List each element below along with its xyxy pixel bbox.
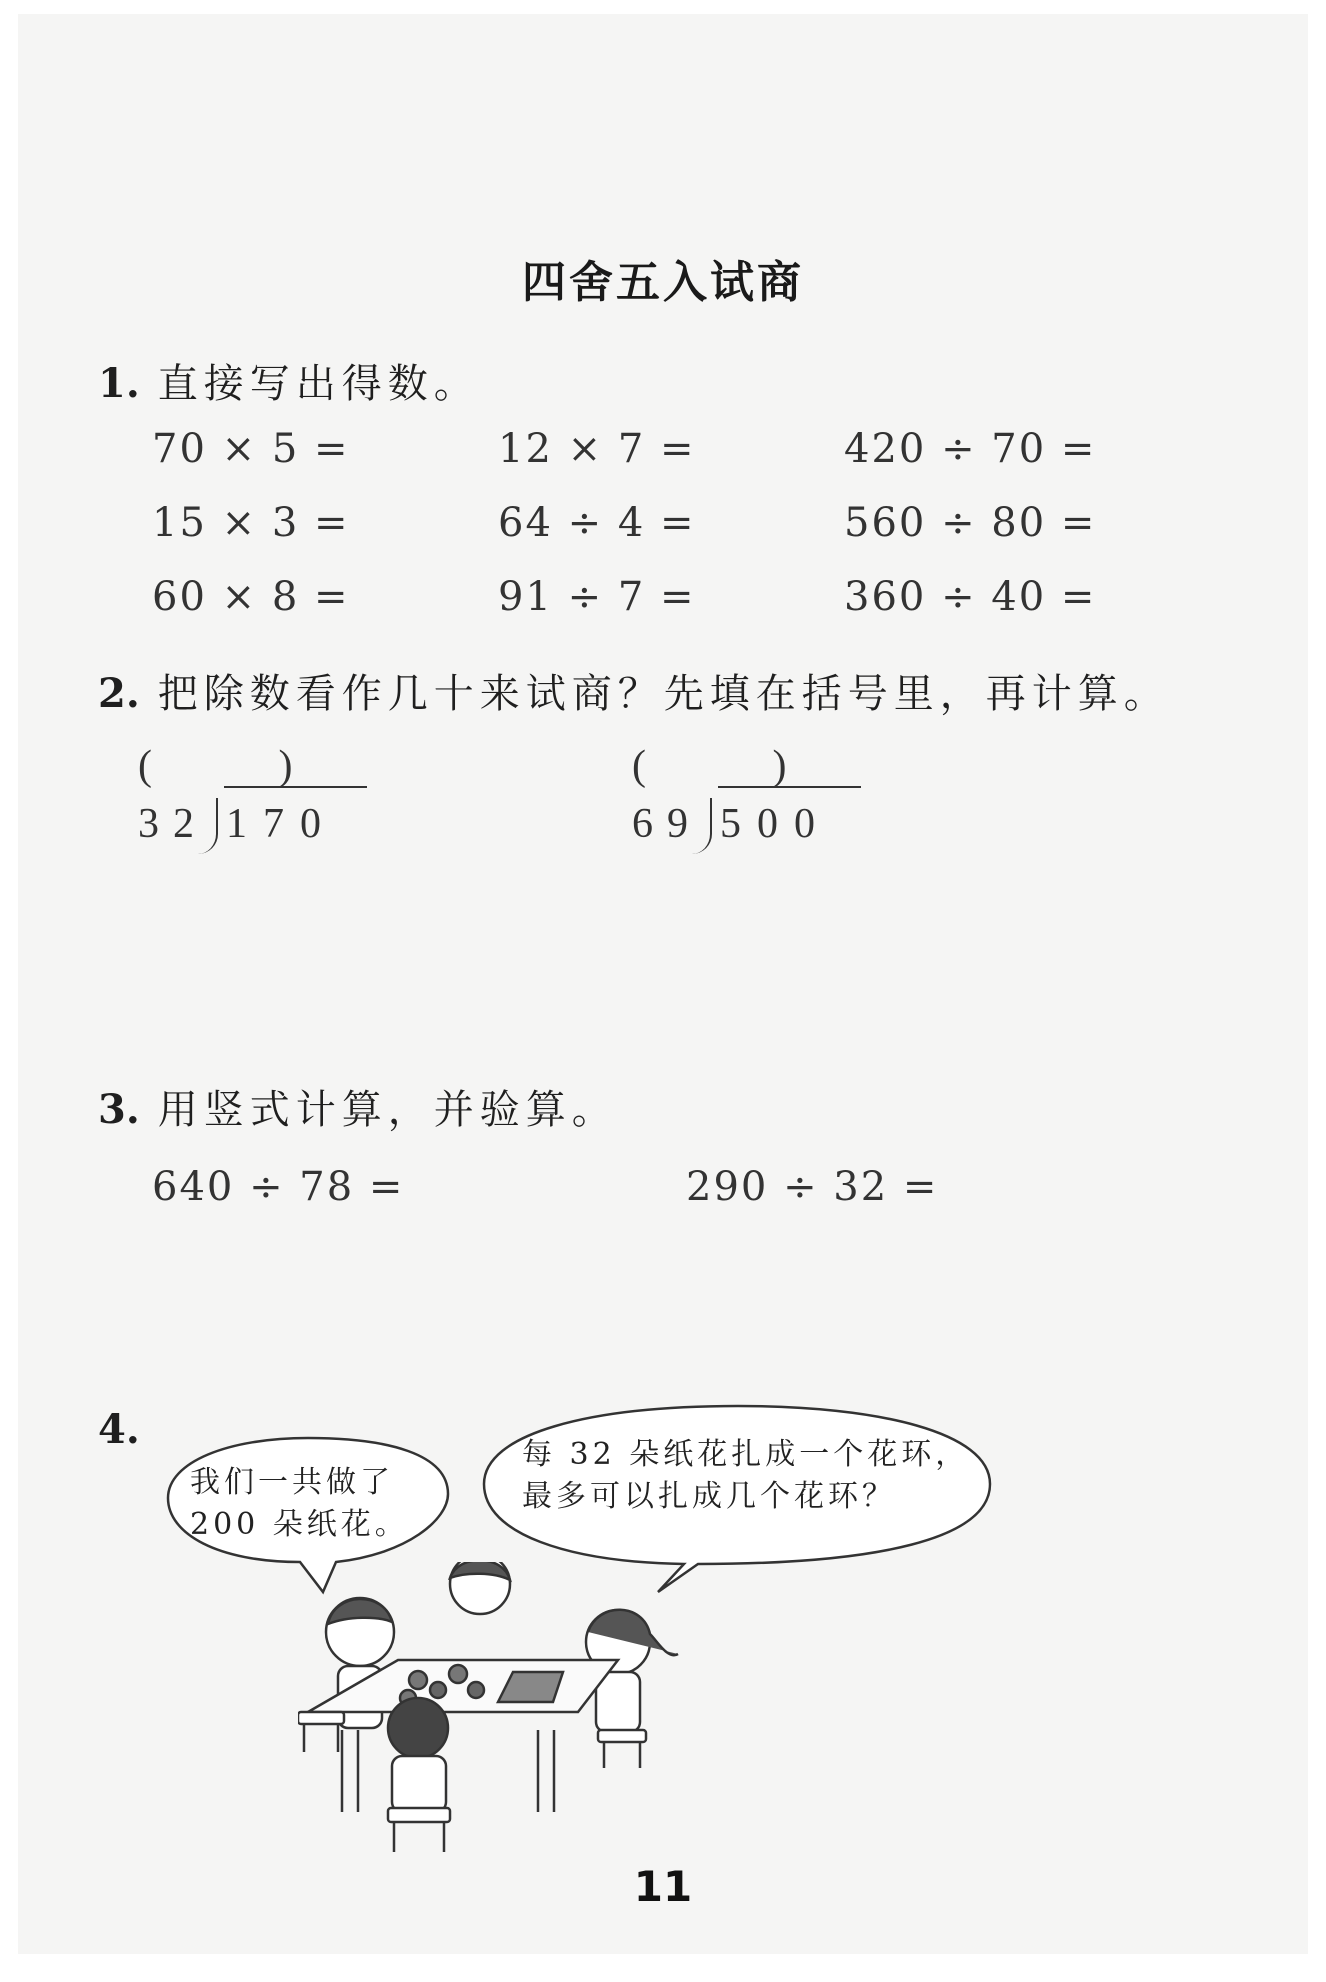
q3-number: 3. <box>98 1086 140 1133</box>
page-title: 四舍五入试商 <box>522 257 804 308</box>
children-illustration <box>298 1562 718 1862</box>
q1-expr: 64 ÷ 4 = <box>498 500 696 546</box>
answer-parentheses: ( ) <box>632 743 845 789</box>
q1-expr: 360 ÷ 40 = <box>844 574 1097 620</box>
dividend: 170 <box>224 786 367 848</box>
child-front-head <box>388 1698 448 1758</box>
q2-number: 2. <box>98 670 140 717</box>
divisor: 69 <box>632 801 702 847</box>
q3-expr: 640 ÷ 78 = <box>152 1164 405 1210</box>
q3-instruction: 用竖式计算，并验算。 <box>157 1087 618 1133</box>
q1-expr: 12 × 7 = <box>498 426 696 472</box>
workbook-page <box>18 14 1308 1954</box>
page-number: 11 <box>633 1862 693 1911</box>
right-bubble-line: 最多可以扎成几个花环？ <box>522 1479 896 1514</box>
q1-instruction: 直接写出得数。 <box>157 361 480 407</box>
q4-number: 4. <box>98 1406 140 1453</box>
q1-number: 1. <box>98 360 140 407</box>
q1-expr: 70 × 5 = <box>152 426 350 472</box>
answer-parentheses: ( ) <box>138 743 351 789</box>
left-bubble-line: 200 朵纸花。 <box>190 1507 409 1542</box>
right-bubble-text <box>522 1434 969 1518</box>
q1-expr: 60 × 8 = <box>152 574 350 620</box>
q1-expr: 91 ÷ 7 = <box>498 574 696 620</box>
q1-expr: 560 ÷ 80 = <box>844 500 1097 546</box>
dividend: 500 <box>718 786 861 848</box>
q2-instruction: 把除数看作几十来试商？先填在括号里，再计算。 <box>157 671 1170 717</box>
left-bubble-line: 我们一共做了 <box>190 1465 394 1500</box>
left-bubble-text <box>190 1462 409 1546</box>
right-bubble-line: 每 32 朵纸花扎成一个花环， <box>522 1437 970 1472</box>
q3-expr: 290 ÷ 32 = <box>686 1164 939 1210</box>
q1-expr: 420 ÷ 70 = <box>844 426 1097 472</box>
divisor: 32 <box>138 801 208 847</box>
q1-expr: 15 × 3 = <box>152 500 350 546</box>
